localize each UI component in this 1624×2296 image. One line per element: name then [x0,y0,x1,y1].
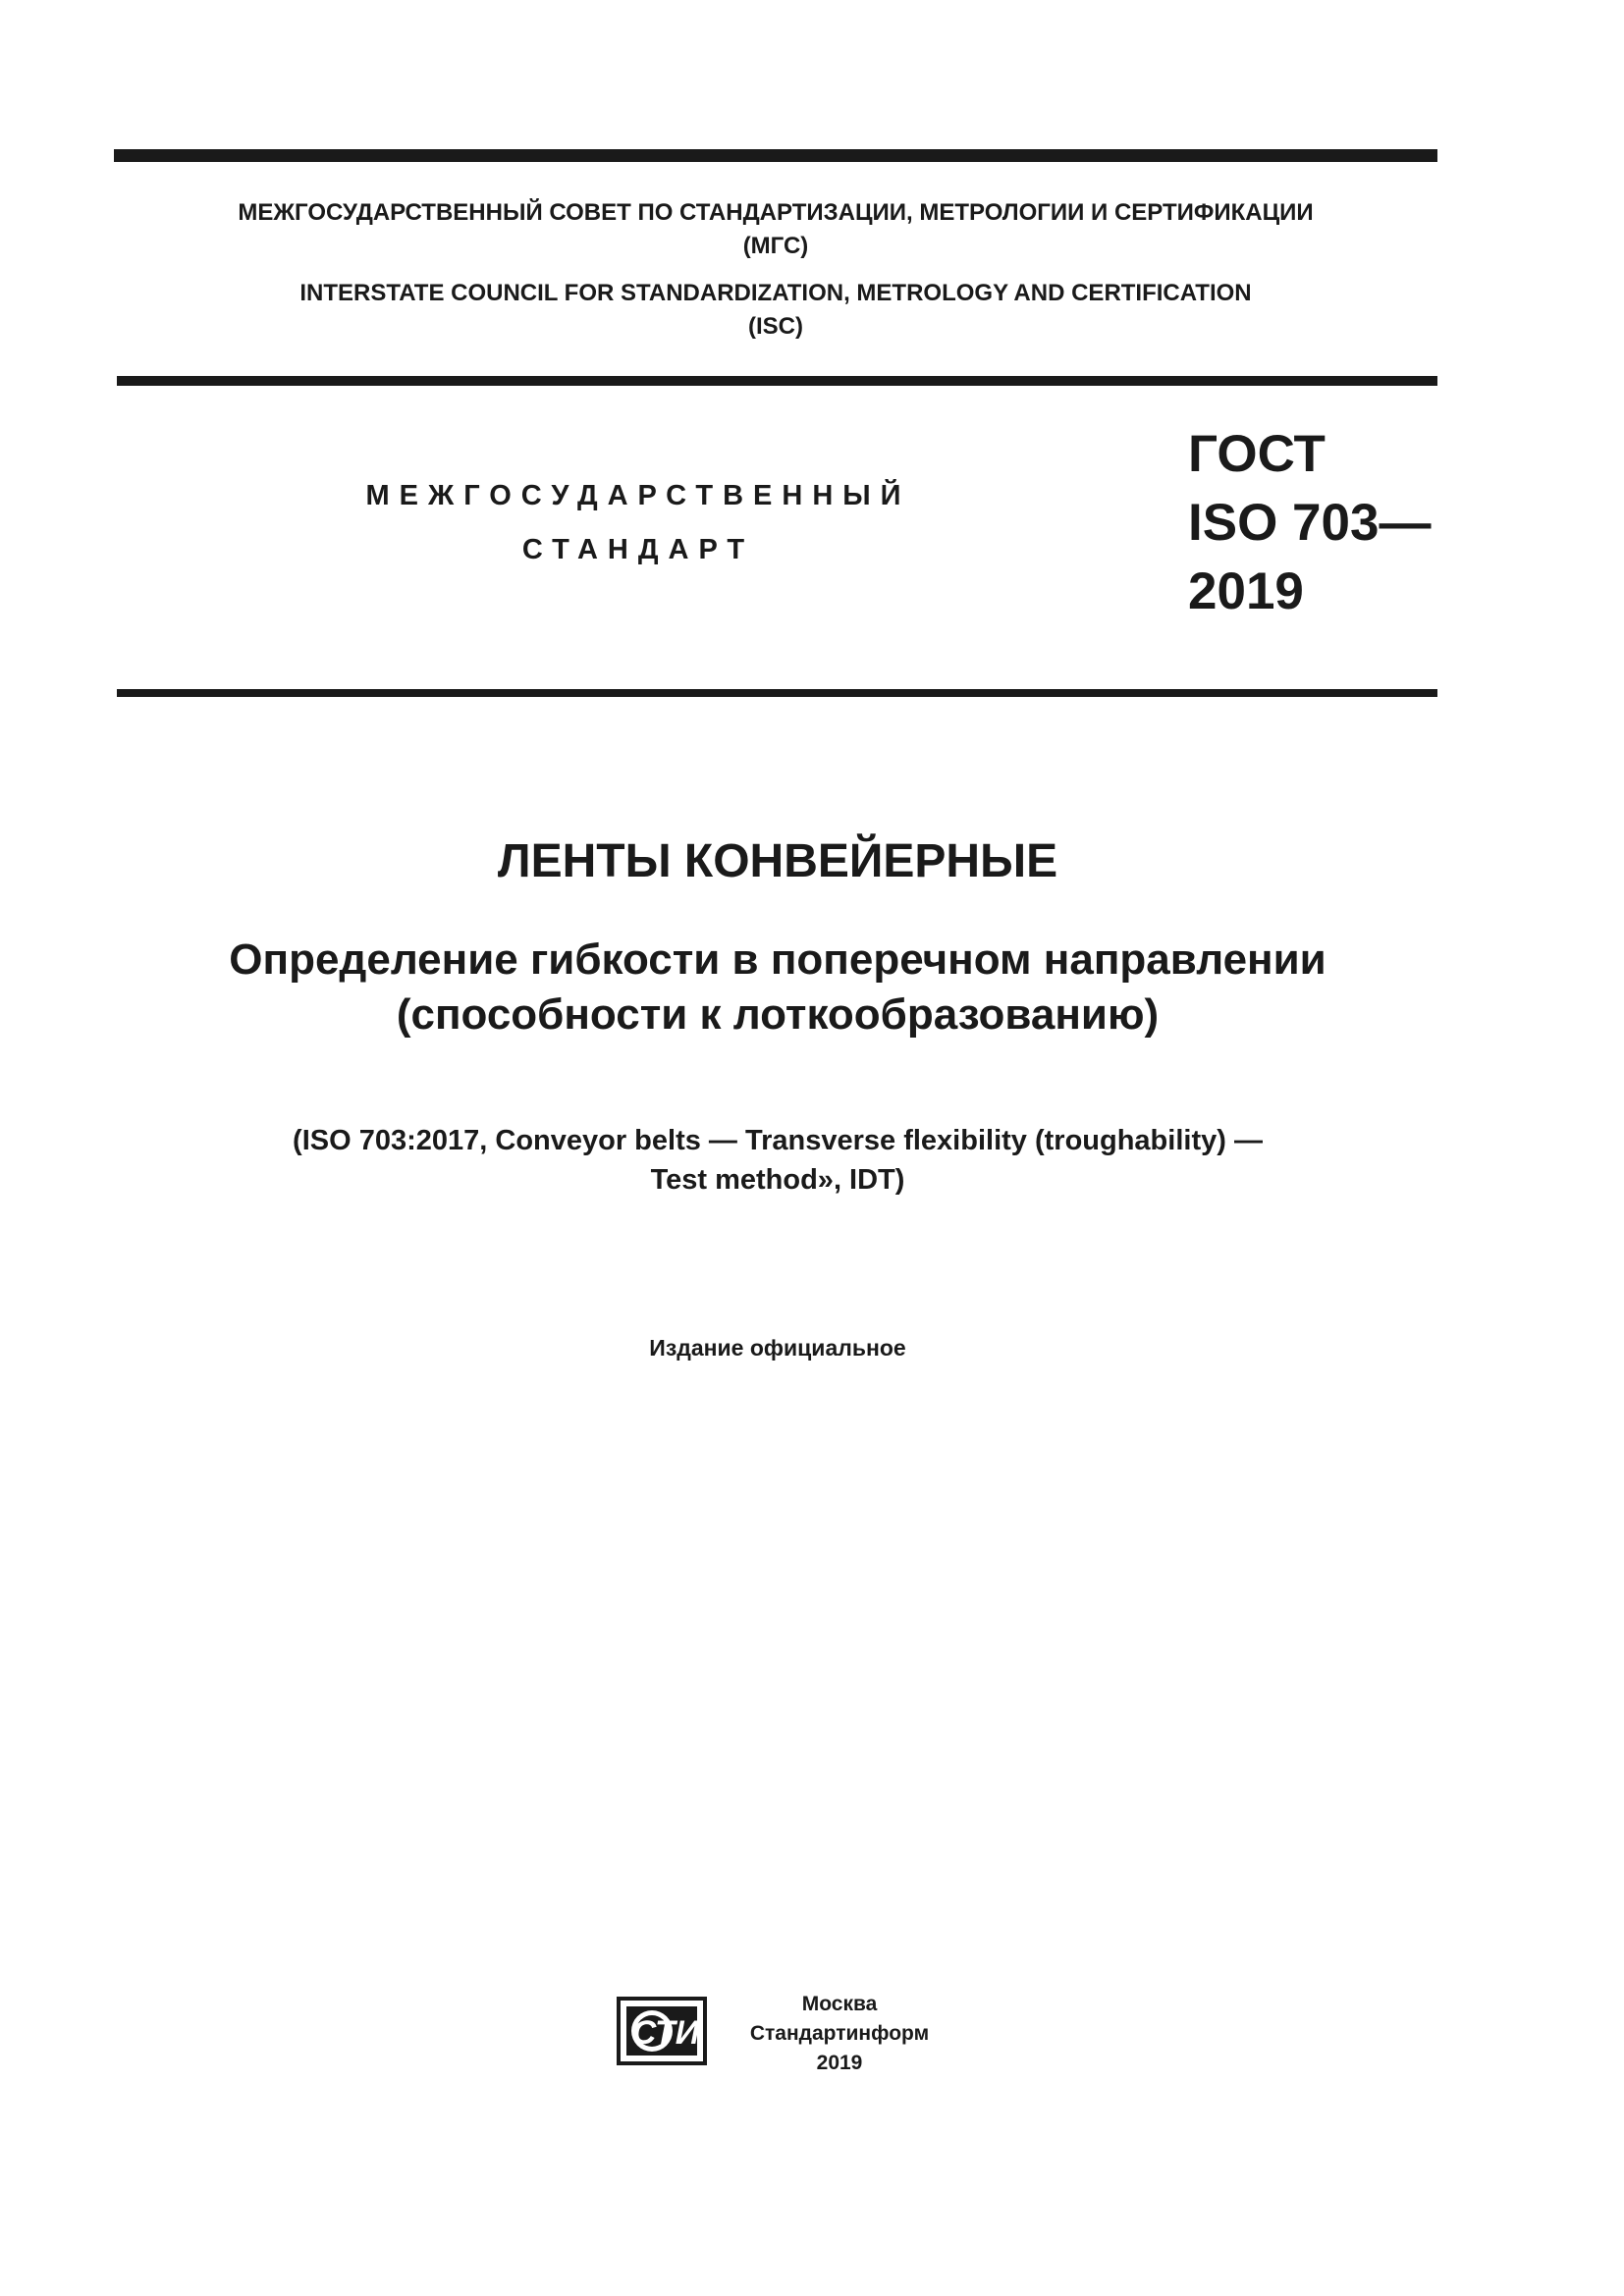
council-name-ru [114,196,1437,263]
imprint-city: Москва [801,1993,878,2015]
council-ru-line1: МЕЖГОСУДАРСТВЕННЫЙ СОВЕТ ПО СТАНДАРТИЗАЦИИ, МЕТРОЛОГИИ И СЕРТИФИКАЦИИ [238,199,1314,226]
subtitle-line1: Определение гибкости в поперечном направлении [229,935,1326,984]
document-title: ЛЕНТЫ КОНВЕЙЕРНЫЕ [497,835,1058,887]
designation-line1: ГОСТ [1188,425,1326,483]
council-en-line2: (ISC) [748,313,803,340]
standartinform-logo-icon [617,1997,710,2067]
standard-kind [245,469,1031,577]
svg-text:СТИ: СТИ [631,2014,700,2052]
iso-reference-line2: Test method», IDT) [650,1164,905,1196]
council-name-en [114,277,1437,344]
imprint-publisher: Стандартинформ [749,2022,930,2045]
document-subtitle [0,933,1555,1042]
standard-kind-line1: МЕЖГОСУДАРСТВЕННЫЙ [365,480,911,511]
designation-line3: 2019 [1188,562,1304,620]
edition-note: Издание официальное [649,1335,906,1361]
council-en-line1: INTERSTATE COUNCIL FOR STANDARDIZATION, METROLOGY AND CERTIFICATION [299,280,1252,306]
standard-designation [1188,420,1443,626]
top-rule [114,149,1437,162]
iso-reference-line1: (ISO 703:2017, Conveyor belts — Transverse flexibility (troughability) — [293,1125,1263,1156]
lower-rule [117,689,1437,697]
imprint [727,1990,952,2078]
imprint-year: 2019 [816,2052,863,2074]
iso-reference [0,1121,1555,1200]
standard-kind-line2: СТАНДАРТ [521,534,755,565]
designation-line2: ISO 703— [1188,494,1432,552]
council-ru-line2: (МГС) [742,233,809,259]
subtitle-line2: (способности к лоткообразованию) [396,990,1160,1039]
middle-rule [117,376,1437,386]
